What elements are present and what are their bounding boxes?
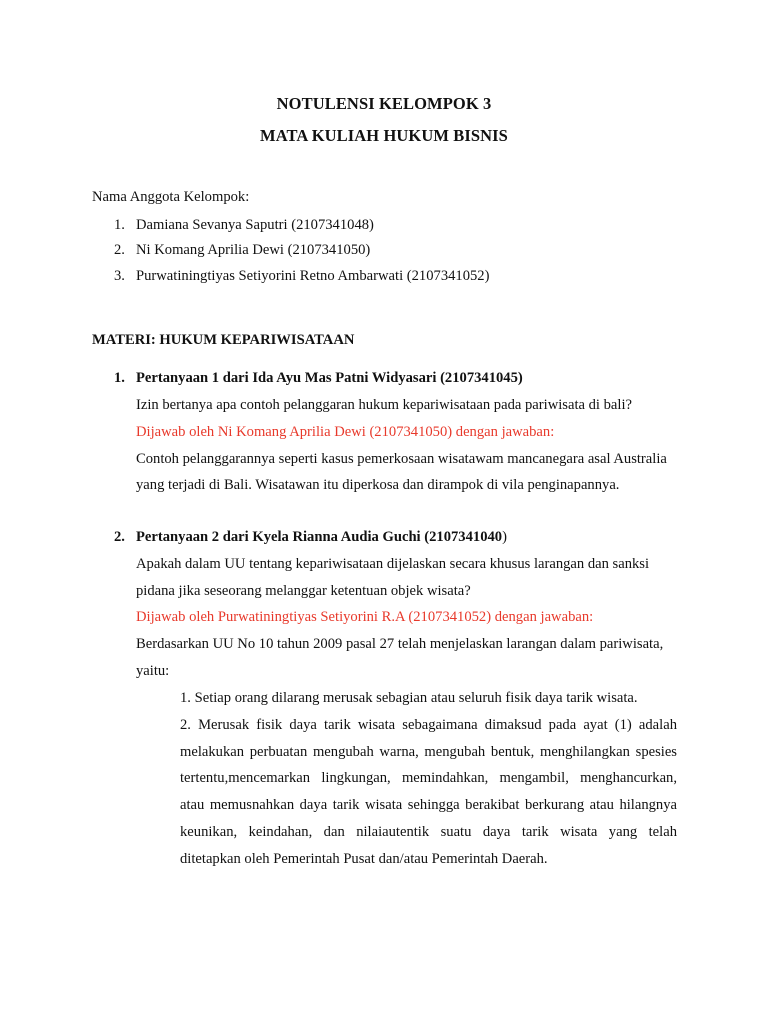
law-point-line: ditetapkan oleh Pemerintah Pusat dan/atau Pemerintah Daerah. (180, 851, 548, 867)
document-subtitle: MATA KULIAH HUKUM BISNIS (260, 126, 508, 145)
law-point: 1. Setiap orang dilarang merusak sebagian atau seluruh fisik daya tarik wisata. (180, 690, 638, 706)
members-heading: Nama Anggota Kelompok: (92, 189, 250, 205)
materi-heading: MATERI: HUKUM KEPARIWISATAAN (92, 332, 355, 348)
question-heading-text: Pertanyaan 2 dari Kyela Rianna Audia Guchi (2107341040 (136, 529, 503, 545)
question-heading-paren: ) (502, 529, 507, 545)
member-item: Ni Komang Aprilia Dewi (2107341050) (136, 242, 371, 258)
law-point-line: keunikan, keindahan, dan nilaiautentik suatu daya tarik wisata yang telah (180, 824, 677, 840)
law-point-line: atau memusnahkan daya tarik wisata sehingga berakibat berkurang atau hilangnya (180, 797, 677, 813)
law-point-line: 2. Merusak fisik daya tarik wisata sebagaimana dimaksud pada ayat (1) adalah (180, 717, 677, 733)
member-number: 2. (114, 242, 125, 258)
answer-text: Berdasarkan UU No 10 tahun 2009 pasal 27 telah menjelaskan larangan dalam pariwisata, (136, 636, 664, 652)
answer-text: yaitu: (136, 663, 170, 679)
question-number: 2. (114, 529, 125, 545)
member-item: Damiana Sevanya Saputri (2107341048) (136, 217, 374, 233)
question-text: pidana jika seseorang melanggar ketentuan objek wisata? (136, 583, 471, 599)
question-number: 1. (114, 370, 125, 386)
answer-text: Contoh pelanggarannya seperti kasus pemerkosaan wisatawam mancanegara asal Australia (136, 451, 667, 467)
member-number: 3. (114, 268, 125, 284)
law-point-line: melakukan perbuatan mengubah warna, mengubah bentuk, menghilangkan spesies (180, 744, 677, 760)
question-heading (136, 528, 507, 546)
question-text: Apakah dalam UU tentang kepariwisataan dijelaskan secara khusus larangan dan sanksi (136, 556, 650, 572)
document-title: NOTULENSI KELOMPOK 3 (276, 94, 492, 113)
answerer-line: Dijawab oleh Purwatiningtiyas Setiyorini R.A (2107341052) dengan jawaban: (136, 609, 594, 625)
answer-text: yang terjadi di Bali. Wisatawan itu diperkosa dan dirampok di vila penginapannya. (136, 477, 620, 493)
question-heading: Pertanyaan 1 dari Ida Ayu Mas Patni Widyasari (2107341045) (136, 370, 523, 386)
member-item: Purwatiningtiyas Setiyorini Retno Ambarwati (2107341052) (136, 268, 490, 284)
member-number: 1. (114, 217, 125, 233)
law-point-line: tertentu,mencemarkan lingkungan, memindahkan, mengambil, menghancurkan, (180, 770, 677, 786)
question-text: Izin bertanya apa contoh pelanggaran hukum kepariwisataan pada pariwisata di bali? (136, 397, 632, 413)
answerer-line: Dijawab oleh Ni Komang Aprilia Dewi (2107341050) dengan jawaban: (136, 424, 555, 440)
